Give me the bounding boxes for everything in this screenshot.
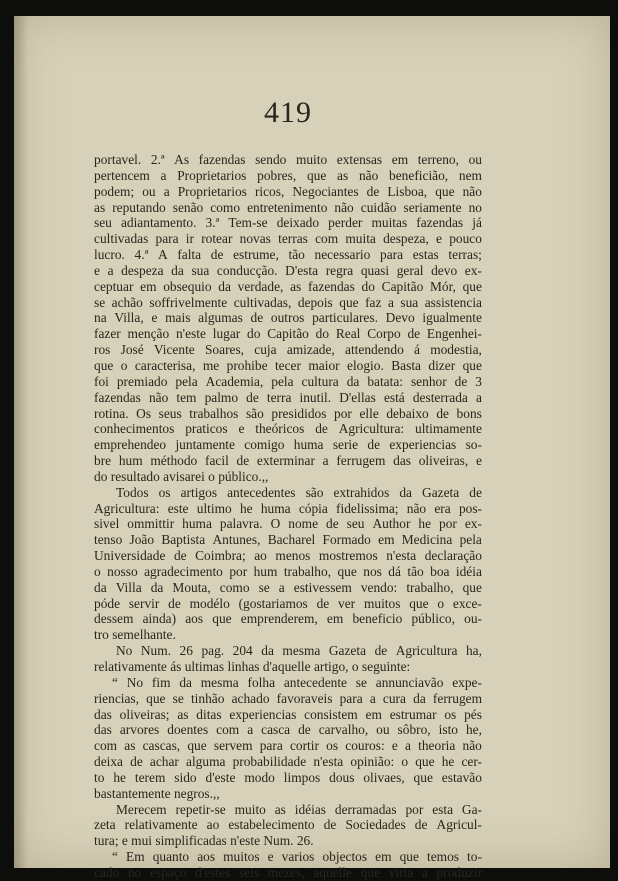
- text-line: ceptuar em obsequio da verdade, as fazendas do Capitão Mór, que: [94, 278, 482, 294]
- text-line: bastantemente negros.,,: [94, 785, 220, 801]
- text-line: ros José Vicente Soares, cuja amizade, attendendo á modestia,: [94, 342, 482, 358]
- text-line: fazendas não tem palmo de terra inutil. D'ellas está desterrada a: [94, 389, 482, 405]
- page-fold-shadow: [14, 16, 28, 868]
- text-line: que o caracterisa, me prohibe tecer maior elogio. Basta dizer que: [94, 357, 482, 373]
- text-line: “ Em quanto aos muitos e varios objectos em que temos to-: [112, 849, 482, 865]
- text-line: Todos os artigos antecedentes são extrahidos da Gazeta de: [116, 484, 482, 500]
- text-line: lucro. 4.ª A falta de estrume, tão necessario para estas terras;: [94, 247, 482, 263]
- text-line: tenso João Baptista Antunes, Bacharel Formado em Medicina pela: [94, 532, 482, 548]
- text-line: das oliveiras; as ditas experiencias consistem em estrumar os pés: [94, 706, 482, 722]
- text-line: da Villa da Mouta, como se a estivessem vendo: trabalho, que: [94, 579, 482, 595]
- text-line: bre hum méthodo facil de exterminar a ferrugem das oliveiras, e: [94, 453, 482, 469]
- page-number: 419: [264, 96, 312, 129]
- text-line: podem; ou a Proprietarios ricos, Negociantes de Lisboa, que não: [94, 183, 482, 199]
- text-line: zeta relativamente ao estabelecimento de Sociedades de Agricul-: [94, 817, 482, 833]
- text-line: póde servir de modélo (gostariamos de ver muitos que o exce-: [94, 595, 482, 611]
- text-line: Merecem repetir-se muito as idéias derramadas por esta Ga-: [116, 801, 482, 817]
- text-line: relativamente ás ultimas linhas d'aquelle artigo, o seguinte:: [94, 659, 411, 674]
- book-page: [14, 16, 610, 880]
- text-line: o nosso agradecimento por hum trabalho, que nos dá tão boa idéia: [94, 563, 482, 579]
- text-line: as reputando senão como entretenimento não cuidão seriamente no: [94, 199, 482, 215]
- text-line: cado no espaço d'estes seis mezes, aquelle que viria a produzir: [94, 864, 482, 880]
- text-line: cultivadas para ir rotear novas terras com muita despeza, e pouco: [94, 231, 482, 247]
- text-line: Universidade de Coimbra; ao menos mostremos n'esta declaração: [94, 548, 482, 564]
- text-line: sivel ommittir huma palavra. O nome de seu Author he por ex-: [94, 516, 482, 532]
- body-text: [94, 152, 482, 881]
- text-line: pertencem a Proprietarios pobres, que as não beneficião, nem: [94, 167, 482, 183]
- text-line: se achão soffrivelmente cultivadas, depois que faz a sua assistencia: [94, 294, 482, 310]
- text-line: com as cascas, que servem para cortir os couros: e a theoria não: [94, 738, 482, 754]
- text-line: portavel. 2.ª As fazendas sendo muito extensas em terreno, ou: [94, 152, 482, 167]
- text-line: do resultado avisarei o público.,,: [94, 468, 269, 484]
- text-line: dessem ainda) aos que emprenderem, em beneficio público, ou-: [94, 611, 482, 627]
- text-line: conhecimentos praticos e theóricos de Agricultura: ultimamente: [94, 421, 482, 437]
- text-line: tura; e mui simplificadas n'este Num. 26.: [94, 833, 314, 849]
- text-line: foi premiado pela Academia, pela cultura da batata: senhor de 3: [94, 373, 482, 389]
- text-line: e a despeza da sua conducção. D'esta regra quasi geral devo ex-: [94, 262, 482, 278]
- text-line: na Villa, e mais algumas de outros particulares. Devo igualmente: [94, 310, 482, 326]
- text-line: No Num. 26 pag. 204 da mesma Gazeta de Agricultura ha,: [116, 643, 482, 659]
- text-line: riencias, que se tinhão achado favoraveis para a cura da ferrugem: [94, 690, 482, 706]
- text-line: to he terem sido d'este modo limpos dous olivaes, que estavão: [94, 769, 482, 785]
- text-line: das arvores doentes com a casca de carvalho, ou sôbro, isto he,: [94, 722, 482, 738]
- text-line: deixa de achar alguma probabilidade n'esta opinião: o que he cer-: [94, 754, 482, 770]
- text-line: rotina. Os seus trabalhos são presididos por elle debaixo de bons: [94, 405, 482, 421]
- text-line: seu adiantamento. 3.ª Tem-se deixado perder muitas fazendas já: [94, 215, 482, 231]
- text-line: Agricultura: este ultimo he huma cópia fidelissima; não era pos-: [94, 500, 482, 516]
- text-line: tro semelhante.: [94, 627, 176, 643]
- text-line: emprehendeo juntamente comigo huma serie de experiencias so-: [94, 437, 482, 453]
- text-line: “ No fim da mesma folha antecedente se annunciavão expe-: [112, 674, 482, 690]
- text-line: fazer menção n'este lugar do Capitão do Real Corpo de Engenhei-: [94, 326, 482, 342]
